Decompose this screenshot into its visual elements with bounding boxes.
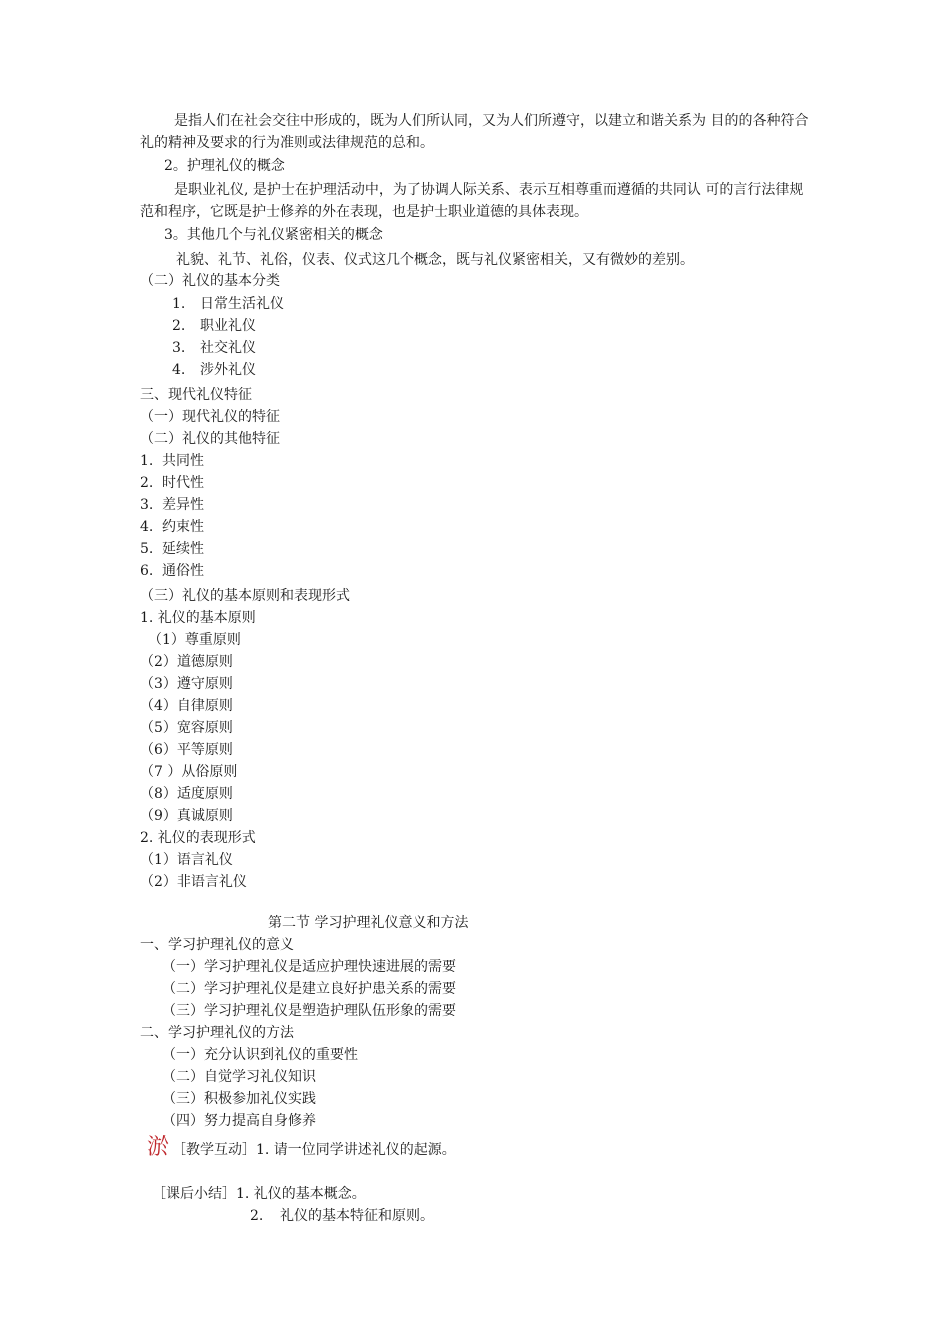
list-item: （8）适度原则 — [140, 786, 233, 802]
list-item: （2）非语言礼仪 — [140, 874, 247, 890]
heading-basic-principles: 1. 礼仪的基本原则 — [140, 610, 256, 626]
lesson-summary: ［课后小结］1. 礼仪的基本概念。 — [152, 1186, 366, 1202]
list-item: （一）学习护理礼仪是适应护理快速进展的需要 — [162, 959, 456, 975]
subheading-modern-features: （一）现代礼仪的特征 — [140, 409, 280, 425]
paragraph-related-concepts: 礼貌、礼节、礼俗，仪表、仪式这几个概念，既与礼仪紧密相关，又有微妙的差别。 — [176, 252, 694, 268]
list-item: （四）努力提高自身修养 — [162, 1113, 316, 1129]
lesson-summary-item: 2. 礼仪的基本特征和原则。 — [250, 1208, 434, 1224]
subheading-principles-forms: （三）礼仪的基本原则和表现形式 — [140, 588, 350, 604]
heading-expression-forms: 2. 礼仪的表现形式 — [140, 830, 256, 846]
list-item: （1）语言礼仪 — [140, 852, 233, 868]
heading-modern-features: 三、现代礼仪特征 — [140, 387, 252, 403]
list-item: （9）真诚原则 — [140, 808, 233, 824]
subheading-other-features: （二）礼仪的其他特征 — [140, 431, 280, 447]
list-item: （二）自觉学习礼仪知识 — [162, 1069, 316, 1085]
list-item: （3）遵守原则 — [140, 676, 233, 692]
list-item: （二）学习护理礼仪是建立良好护患关系的需要 — [162, 981, 456, 997]
red-marker-glyph: 淤 — [147, 1135, 170, 1160]
heading-basic-classification: （二）礼仪的基本分类 — [140, 273, 280, 289]
list-item: 6. 通俗性 — [140, 563, 204, 579]
list-item: 4. 涉外礼仪 — [172, 362, 256, 378]
heading-learning-significance: 一、学习护理礼仪的意义 — [140, 937, 294, 953]
list-item: 5. 延续性 — [140, 541, 204, 557]
list-item: 3. 社交礼仪 — [172, 340, 256, 356]
list-item: （6）平等原则 — [140, 742, 233, 758]
list-item: 4. 约束性 — [140, 519, 204, 535]
list-item: （5）宽容原则 — [140, 720, 233, 736]
heading-nursing-etiquette-concept: 2。护理礼仪的概念 — [164, 158, 285, 174]
list-item: （三）积极参加礼仪实践 — [162, 1091, 316, 1107]
heading-related-concepts: 3。其他几个与礼仪紧密相关的概念 — [164, 227, 383, 243]
list-item: （4）自律原则 — [140, 698, 233, 714]
list-item: 3. 差异性 — [140, 497, 204, 513]
list-item: （一）充分认识到礼仪的重要性 — [162, 1047, 358, 1063]
paragraph-etiquette-definition: 是指人们在社会交往中形成的，既为人们所认同，又为人们所遵守，以建立和谐关系为 目的的各种符合礼的精神及要求的行为准则或法律规范的总和。 — [140, 113, 809, 151]
list-item: 2. 时代性 — [140, 475, 204, 491]
list-item: （7 ）从俗原则 — [140, 764, 238, 780]
list-item: （2）道德原则 — [140, 654, 233, 670]
list-item: 1. 日常生活礼仪 — [172, 296, 284, 312]
section-title: 第二节 学习护理礼仪意义和方法 — [268, 915, 469, 931]
list-item: 2. 职业礼仪 — [172, 318, 256, 334]
list-item: （三）学习护理礼仪是塑造护理队伍形象的需要 — [162, 1003, 456, 1019]
teaching-interaction: ［教学互动］1. 请一位同学讲述礼仪的起源。 — [172, 1142, 456, 1158]
list-item: （1）尊重原则 — [148, 632, 241, 648]
list-item: 1. 共同性 — [140, 453, 204, 469]
heading-learning-methods: 二、学习护理礼仪的方法 — [140, 1025, 294, 1041]
paragraph-nursing-etiquette: 是职业礼仪, 是护士在护理活动中，为了协调人际关系、表示互相尊重而遵循的共同认 可的言行法律规范和程序，它既是护士修养的外在表现，也是护士职业道德的具体表现。 — [140, 182, 804, 220]
